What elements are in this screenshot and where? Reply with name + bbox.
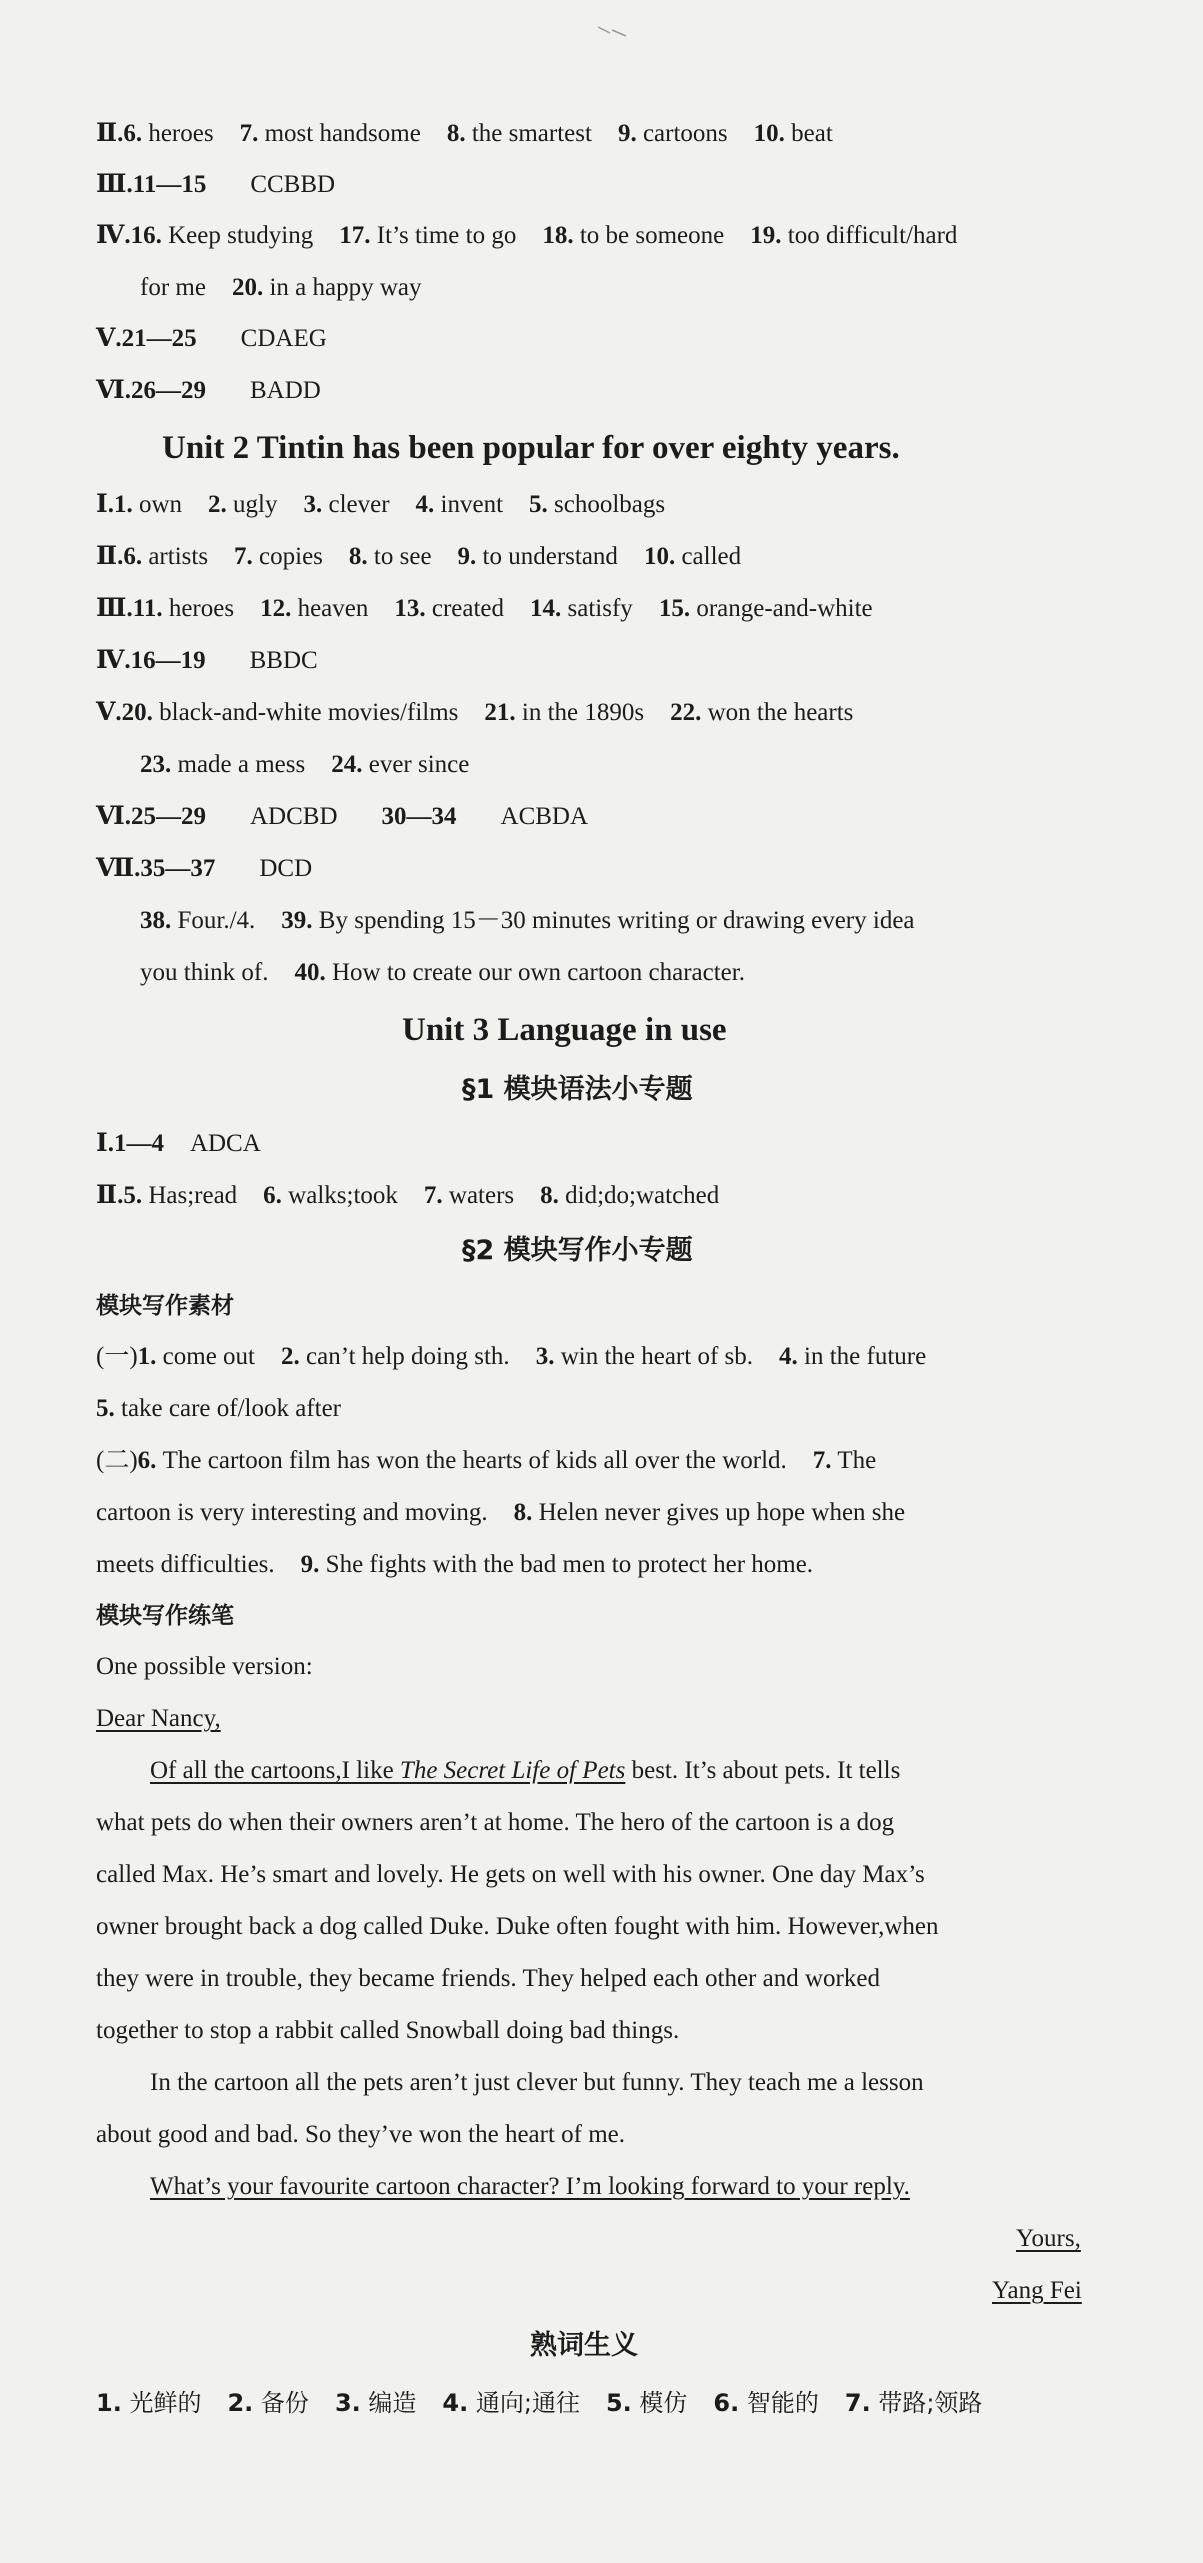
- answer-line: Ⅱ.6. heroes 7. most handsome 8. the smartest 9. cartoons 10. beat: [96, 120, 833, 147]
- letter-line: owner brought back a dog called Duke. Duke often fought with him. However,when: [96, 1913, 939, 1940]
- letter-line: about good and bad. So they’ve won the heart of me.: [96, 2121, 626, 2148]
- letter-signature: Yang Fei: [992, 2277, 1082, 2304]
- answer-line: meets difficulties. 9. She fights with the bad men to protect her home.: [96, 1551, 814, 1578]
- letter-line: together to stop a rabbit called Snowball doing bad things.: [96, 2017, 680, 2044]
- letter-closing: Yours,: [1016, 2225, 1081, 2252]
- answer-line: Ⅰ.1. own 2. ugly 3. clever 4. invent 5. schoolbags: [96, 491, 666, 518]
- letter-line: they were in trouble, they became friends. They helped each other and worked: [96, 1965, 880, 1992]
- answer-line: Ⅴ.21—25 CDAEG: [96, 325, 327, 352]
- subsection-practice-title: 模块写作练笔: [96, 1603, 234, 1629]
- answer-line: Ⅵ.26—29 BADD: [96, 377, 321, 404]
- letter-line: what pets do when their owners aren’t at home. The hero of the cartoon is a dog: [96, 1809, 895, 1836]
- answer-line: Ⅶ.35—37 DCD: [96, 855, 313, 882]
- answer-line: cartoon is very interesting and moving. 8. Helen never gives up hope when she: [96, 1499, 906, 1526]
- letter-salutation: Dear Nancy,: [96, 1705, 221, 1732]
- letter-line: called Max. He’s smart and lovely. He gets on well with his owner. One day Max’s: [96, 1861, 925, 1888]
- answer-line: you think of. 40. How to create our own cartoon character.: [140, 959, 745, 986]
- scan-mark-icon: [596, 24, 636, 38]
- answer-line: (二)6. The cartoon film has won the hearts of kids all over the world. 7. The: [96, 1447, 877, 1474]
- answer-line: for me 20. in a happy way: [140, 274, 422, 301]
- answer-line: Ⅳ.16—19 BBDC: [96, 647, 318, 674]
- letter-line: Of all the cartoons,I like The Secret Life of Pets best. It’s about pets. It tells: [150, 1757, 901, 1784]
- version-label: One possible version:: [96, 1653, 313, 1680]
- answer-line: 5. take care of/look after: [96, 1395, 342, 1422]
- letter-closing-question: What’s your favourite cartoon character? I’m looking forward to your reply.: [150, 2173, 910, 2200]
- answer-line: Ⅰ.1—4 ADCA: [96, 1130, 261, 1157]
- answer-line: Ⅲ.11—15 CCBBD: [96, 171, 336, 198]
- letter-line: In the cartoon all the pets aren’t just clever but funny. They teach me a lesson: [150, 2069, 924, 2096]
- answer-line: Ⅱ.6. artists 7. copies 8. to see 9. to understand 10. called: [96, 543, 742, 570]
- vocab-line: 1. 光鲜的 2. 备份 3. 编造 4. 通向;通往 5. 模仿 6. 智能的 7. 带路;领路: [96, 2389, 983, 2417]
- subsection-materials-title: 模块写作素材: [96, 1293, 234, 1319]
- section-1-title: §1 模块语法小专题: [462, 1074, 693, 1105]
- answer-line: 38. Four./4. 39. By spending 15－30 minutes writing or drawing every idea: [140, 907, 915, 934]
- vocab-title: 熟词生义: [530, 2330, 638, 2361]
- answer-line: Ⅳ.16. Keep studying 17. It’s time to go 18. to be someone 19. too difficult/hard: [96, 222, 958, 249]
- section-2-title: §2 模块写作小专题: [462, 1235, 693, 1266]
- answer-line: Ⅴ.20. black-and-white movies/films 21. in the 1890s 22. won the hearts: [96, 699, 854, 726]
- unit-2-title: Unit 2 Tintin has been popular for over eighty years.: [162, 430, 900, 466]
- answer-line: 23. made a mess 24. ever since: [140, 751, 470, 778]
- unit-3-title: Unit 3 Language in use: [402, 1012, 727, 1048]
- answer-line: (一)1. come out 2. can’t help doing sth. 3. win the heart of sb. 4. in the future: [96, 1343, 927, 1370]
- answer-line: Ⅵ.25—29 ADCBD 30—34 ACBDA: [96, 803, 589, 830]
- answer-line: Ⅱ.5. Has;read 6. walks;took 7. waters 8. did;do;watched: [96, 1182, 720, 1209]
- answer-line: Ⅲ.11. heroes 12. heaven 13. created 14. satisfy 15. orange-and-white: [96, 595, 873, 622]
